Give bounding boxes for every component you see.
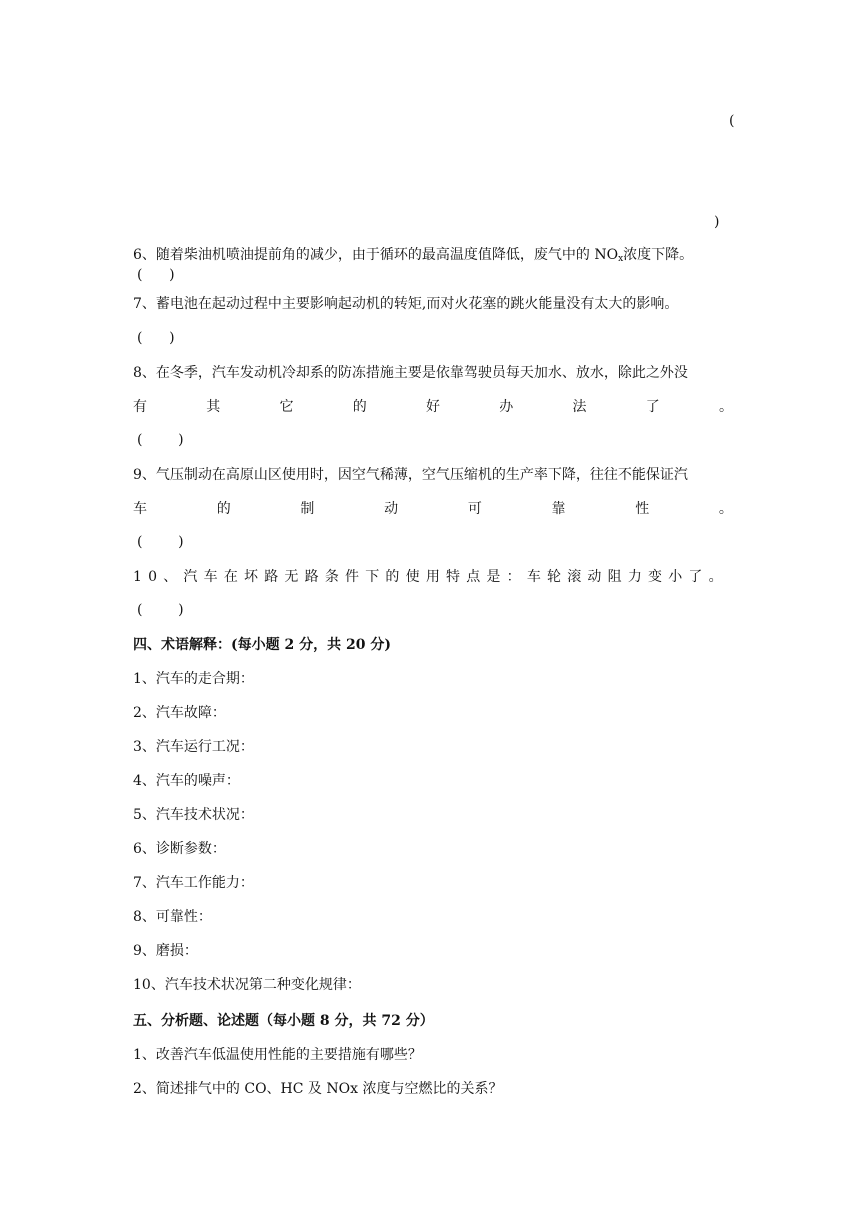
question-9-char: 性 bbox=[635, 501, 650, 517]
question-8-char: 的 bbox=[352, 399, 367, 415]
question-6-text-a: 6、随着柴油机喷油提前角的减少，由于循环的最高温度值降低，废气中的 NO bbox=[133, 247, 619, 263]
question-8-char: 好 bbox=[426, 399, 440, 415]
question-8-answer-blank[interactable]: ( ) bbox=[137, 432, 184, 448]
question-9-char: 的 bbox=[216, 501, 231, 517]
question-9-char: 动 bbox=[384, 501, 399, 517]
question-6-subscript: x bbox=[618, 254, 624, 264]
question-10: 10、汽车在坏路无路条件下的使用特点是：车轮滚动阻力变小了。 bbox=[133, 569, 729, 585]
term-item: 5、汽车技术状况： bbox=[133, 807, 254, 823]
question-6 bbox=[133, 245, 693, 269]
term-item: 2、汽车故障： bbox=[133, 705, 226, 721]
term-item: 4、汽车的噪声： bbox=[133, 773, 240, 789]
question-8-char: 有 bbox=[133, 399, 147, 415]
top-close-paren: ) bbox=[714, 214, 720, 230]
question-9-char: 。 bbox=[718, 501, 733, 517]
term-item: 3、汽车运行工况： bbox=[133, 739, 254, 755]
analysis-item: 1、改善汽车低温使用性能的主要措施有哪些？ bbox=[133, 1047, 422, 1063]
question-9-char: 制 bbox=[300, 501, 315, 517]
question-6-answer-blank[interactable]: ( ) bbox=[137, 267, 175, 283]
question-8-char: 其 bbox=[206, 399, 221, 415]
question-8-line-1: 8、在冬季，汽车发动机冷却系的防冻措施主要是依靠驾驶员每天加水、放水，除此之外没 bbox=[133, 365, 688, 381]
question-8-line-2 bbox=[133, 397, 733, 417]
term-item: 10、汽车技术状况第二种变化规律： bbox=[133, 977, 361, 993]
question-6-text-b: 浓度下降。 bbox=[623, 247, 694, 263]
question-7-answer-blank[interactable]: ( ) bbox=[137, 330, 175, 346]
question-9-line-2 bbox=[133, 499, 733, 519]
question-9-answer-blank[interactable]: ( ) bbox=[137, 534, 184, 550]
question-8-char: 。 bbox=[719, 399, 733, 415]
question-9-line-1: 9、气压制动在高原山区使用时，因空气稀薄，空气压缩机的生产率下降，往往不能保证汽 bbox=[133, 467, 688, 483]
question-8-char: 了 bbox=[645, 399, 660, 415]
term-item: 6、诊断参数： bbox=[133, 841, 226, 857]
top-open-paren: ( bbox=[729, 113, 735, 129]
question-8-char: 它 bbox=[279, 399, 294, 415]
term-item: 7、汽车工作能力： bbox=[133, 875, 254, 891]
question-10-answer-blank[interactable]: ( ) bbox=[137, 602, 184, 618]
question-8-char: 法 bbox=[572, 399, 587, 415]
question-9-char: 可 bbox=[467, 501, 482, 517]
analysis-item: 2、简述排气中的 CO、HC 及 NOx 浓度与空燃比的关系？ bbox=[133, 1081, 503, 1097]
term-item: 9、磨损： bbox=[133, 943, 198, 959]
question-8-char: 办 bbox=[499, 399, 514, 415]
question-9-char: 车 bbox=[133, 501, 147, 517]
question-7: 7、蓄电池在起动过程中主要影响起动机的转矩,而对火花塞的跳火能量没有太大的影响。 bbox=[133, 296, 679, 312]
question-9-char: 靠 bbox=[551, 501, 566, 517]
term-item: 8、可靠性： bbox=[133, 909, 212, 925]
section-5-heading: 五、分析题、论述题（每小题 8 分，共 72 分） bbox=[133, 1013, 434, 1029]
term-item: 1、汽车的走合期： bbox=[133, 671, 254, 687]
section-4-heading: 四、术语解释：(每小题 2 分，共 20 分) bbox=[133, 637, 391, 653]
